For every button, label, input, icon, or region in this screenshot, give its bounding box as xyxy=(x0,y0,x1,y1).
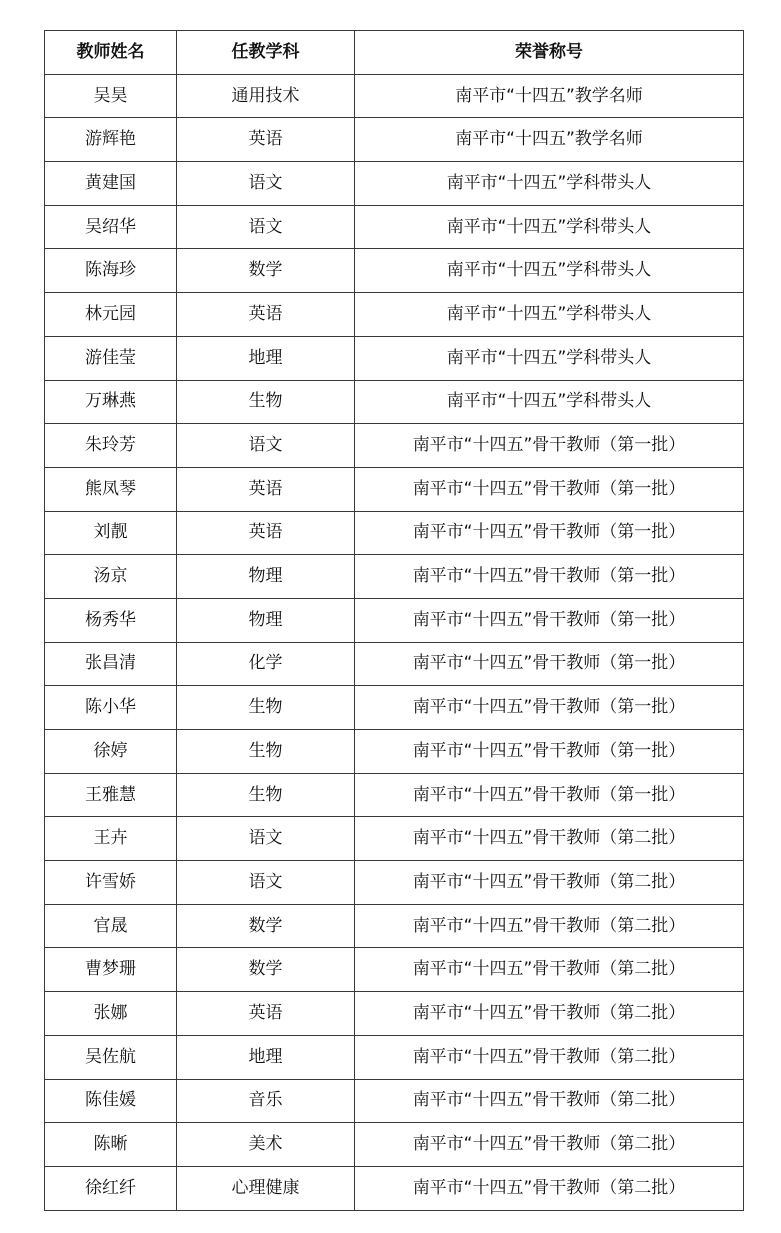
subject-cell: 英语 xyxy=(177,992,355,1036)
teacher-name-cell: 徐婷 xyxy=(45,730,177,774)
honor-title-cell: 南平市“十四五”骨干教师（第二批） xyxy=(355,1166,744,1210)
teacher-name-cell: 陈海珍 xyxy=(45,249,177,293)
honor-title-cell: 南平市“十四五”学科带头人 xyxy=(355,249,744,293)
table-row xyxy=(45,293,744,337)
honor-title-cell: 南平市“十四五”骨干教师（第一批） xyxy=(355,467,744,511)
honor-title-cell: 南平市“十四五”学科带头人 xyxy=(355,162,744,206)
table-row xyxy=(45,1123,744,1167)
table-header-row xyxy=(45,31,744,75)
table-body xyxy=(45,74,744,1210)
subject-cell: 生物 xyxy=(177,380,355,424)
table-row xyxy=(45,249,744,293)
teacher-name-cell: 张昌清 xyxy=(45,642,177,686)
table-row xyxy=(45,1166,744,1210)
table-row xyxy=(45,1079,744,1123)
table-row xyxy=(45,992,744,1036)
honor-title-cell: 南平市“十四五”骨干教师（第一批） xyxy=(355,511,744,555)
honor-title-cell: 南平市“十四五”骨干教师（第一批） xyxy=(355,598,744,642)
table-row xyxy=(45,861,744,905)
table-row xyxy=(45,511,744,555)
teacher-name-cell: 陈小华 xyxy=(45,686,177,730)
subject-cell: 语文 xyxy=(177,861,355,905)
honor-table xyxy=(44,30,744,1211)
teacher-name-cell: 吴佐航 xyxy=(45,1035,177,1079)
table-row xyxy=(45,118,744,162)
subject-cell: 生物 xyxy=(177,773,355,817)
table-row xyxy=(45,773,744,817)
subject-cell: 物理 xyxy=(177,555,355,599)
subject-cell: 英语 xyxy=(177,511,355,555)
teacher-name-cell: 游佳莹 xyxy=(45,336,177,380)
subject-cell: 生物 xyxy=(177,686,355,730)
subject-cell: 英语 xyxy=(177,467,355,511)
subject-cell: 音乐 xyxy=(177,1079,355,1123)
teacher-name-cell: 朱玲芳 xyxy=(45,424,177,468)
table-row xyxy=(45,686,744,730)
teacher-name-cell: 张娜 xyxy=(45,992,177,1036)
honor-title-cell: 南平市“十四五”骨干教师（第二批） xyxy=(355,904,744,948)
teacher-name-cell: 陈佳媛 xyxy=(45,1079,177,1123)
subject-cell: 物理 xyxy=(177,598,355,642)
teacher-name-cell: 刘靓 xyxy=(45,511,177,555)
subject-cell: 数学 xyxy=(177,948,355,992)
header-teacher-name: 教师姓名 xyxy=(45,31,177,75)
header-subject: 任教学科 xyxy=(177,31,355,75)
table-row xyxy=(45,74,744,118)
table-row xyxy=(45,948,744,992)
subject-cell: 英语 xyxy=(177,293,355,337)
teacher-name-cell: 黄建国 xyxy=(45,162,177,206)
table-row xyxy=(45,642,744,686)
table-row xyxy=(45,336,744,380)
honor-title-cell: 南平市“十四五”教学名师 xyxy=(355,118,744,162)
subject-cell: 数学 xyxy=(177,904,355,948)
subject-cell: 语文 xyxy=(177,162,355,206)
honor-title-cell: 南平市“十四五”骨干教师（第二批） xyxy=(355,948,744,992)
subject-cell: 生物 xyxy=(177,730,355,774)
honor-title-cell: 南平市“十四五”骨干教师（第一批） xyxy=(355,555,744,599)
table-row xyxy=(45,205,744,249)
table-row xyxy=(45,730,744,774)
honor-title-cell: 南平市“十四五”骨干教师（第二批） xyxy=(355,1123,744,1167)
teacher-name-cell: 吴绍华 xyxy=(45,205,177,249)
subject-cell: 心理健康 xyxy=(177,1166,355,1210)
subject-cell: 地理 xyxy=(177,1035,355,1079)
teacher-name-cell: 许雪娇 xyxy=(45,861,177,905)
honor-title-cell: 南平市“十四五”骨干教师（第二批） xyxy=(355,1079,744,1123)
teacher-name-cell: 万琳燕 xyxy=(45,380,177,424)
honor-title-cell: 南平市“十四五”骨干教师（第二批） xyxy=(355,1035,744,1079)
table-row xyxy=(45,555,744,599)
table-row xyxy=(45,380,744,424)
teacher-name-cell: 吴昊 xyxy=(45,74,177,118)
header-honor-title: 荣誉称号 xyxy=(355,31,744,75)
honor-title-cell: 南平市“十四五”骨干教师（第一批） xyxy=(355,424,744,468)
teacher-name-cell: 曹梦珊 xyxy=(45,948,177,992)
subject-cell: 语文 xyxy=(177,424,355,468)
honor-title-cell: 南平市“十四五”学科带头人 xyxy=(355,293,744,337)
honor-title-cell: 南平市“十四五”学科带头人 xyxy=(355,205,744,249)
honor-title-cell: 南平市“十四五”骨干教师（第二批） xyxy=(355,992,744,1036)
honor-title-cell: 南平市“十四五”骨干教师（第二批） xyxy=(355,861,744,905)
teacher-name-cell: 林元园 xyxy=(45,293,177,337)
teacher-name-cell: 官晟 xyxy=(45,904,177,948)
honor-title-cell: 南平市“十四五”学科带头人 xyxy=(355,380,744,424)
table-row xyxy=(45,904,744,948)
teacher-name-cell: 陈晰 xyxy=(45,1123,177,1167)
subject-cell: 语文 xyxy=(177,817,355,861)
honor-title-cell: 南平市“十四五”骨干教师（第一批） xyxy=(355,773,744,817)
teacher-name-cell: 徐红纤 xyxy=(45,1166,177,1210)
subject-cell: 通用技术 xyxy=(177,74,355,118)
subject-cell: 地理 xyxy=(177,336,355,380)
honor-title-cell: 南平市“十四五”骨干教师（第二批） xyxy=(355,817,744,861)
honor-title-cell: 南平市“十四五”骨干教师（第一批） xyxy=(355,642,744,686)
subject-cell: 美术 xyxy=(177,1123,355,1167)
honor-title-cell: 南平市“十四五”骨干教师（第一批） xyxy=(355,730,744,774)
subject-cell: 数学 xyxy=(177,249,355,293)
subject-cell: 英语 xyxy=(177,118,355,162)
teacher-name-cell: 熊凤琴 xyxy=(45,467,177,511)
teacher-name-cell: 游辉艳 xyxy=(45,118,177,162)
table-row xyxy=(45,467,744,511)
teacher-name-cell: 王卉 xyxy=(45,817,177,861)
table-row xyxy=(45,1035,744,1079)
honor-title-cell: 南平市“十四五”学科带头人 xyxy=(355,336,744,380)
teacher-name-cell: 汤京 xyxy=(45,555,177,599)
teacher-name-cell: 王雅慧 xyxy=(45,773,177,817)
honor-title-cell: 南平市“十四五”教学名师 xyxy=(355,74,744,118)
subject-cell: 语文 xyxy=(177,205,355,249)
table-row xyxy=(45,817,744,861)
table-row xyxy=(45,162,744,206)
table-row xyxy=(45,424,744,468)
honor-title-cell: 南平市“十四五”骨干教师（第一批） xyxy=(355,686,744,730)
teacher-name-cell: 杨秀华 xyxy=(45,598,177,642)
table-row xyxy=(45,598,744,642)
subject-cell: 化学 xyxy=(177,642,355,686)
